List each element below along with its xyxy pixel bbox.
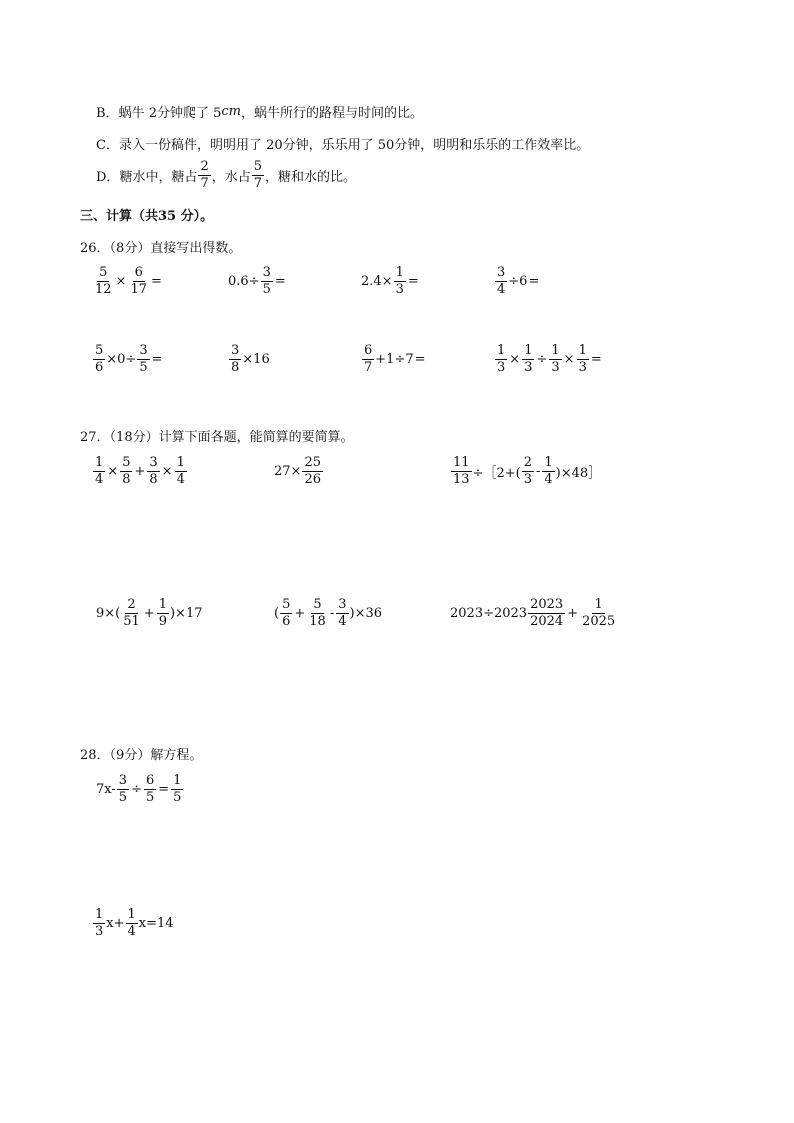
option-d-fraction-water	[252, 160, 264, 190]
fraction-denominator: 6	[95, 359, 104, 375]
fraction-denominator: 4	[176, 471, 185, 487]
operator: +	[134, 463, 146, 479]
fraction-numerator: 5	[313, 597, 322, 612]
equals-sign: =	[274, 273, 286, 289]
fraction-denominator: 5	[139, 359, 148, 375]
q27-expr-4	[96, 598, 203, 628]
expr-prefix: 7x-	[96, 781, 116, 797]
fraction	[93, 266, 114, 296]
fraction-denominator: 3	[395, 281, 404, 297]
fraction-numerator: 1	[544, 455, 553, 470]
operator: -	[329, 605, 335, 621]
fraction	[549, 344, 561, 374]
fraction-denominator: 7	[200, 175, 209, 191]
fraction	[362, 344, 374, 374]
fraction-numerator: 3	[231, 343, 240, 358]
q27-expr-1	[92, 456, 188, 486]
operator: ×	[115, 273, 127, 289]
fraction-numerator: 1	[127, 907, 136, 922]
fraction-denominator: 7	[253, 175, 263, 191]
fraction-numerator: 1	[497, 343, 506, 358]
option-b	[96, 102, 423, 121]
fraction-numerator: 3	[149, 455, 158, 470]
operator: +	[294, 605, 306, 621]
fraction	[336, 598, 348, 628]
equals-sign: =	[407, 273, 419, 289]
fraction	[495, 266, 507, 296]
fraction	[171, 774, 183, 804]
fraction-numerator: 2	[523, 455, 532, 470]
fraction-numerator: 6	[134, 265, 143, 280]
fraction-denominator: 5	[173, 789, 182, 805]
fraction	[528, 598, 565, 628]
fraction	[261, 266, 273, 296]
fraction-denominator: 18	[309, 613, 326, 629]
fraction-numerator: 2	[200, 159, 209, 174]
expr-prefix: 2023÷2023	[450, 605, 528, 621]
fraction	[93, 344, 105, 374]
equals-sign: =	[590, 351, 602, 367]
fraction-denominator: 12	[95, 281, 112, 297]
q26-expr-8	[494, 344, 603, 374]
fraction-numerator: 1	[524, 343, 533, 358]
fraction-numerator: 3	[139, 343, 148, 358]
fraction	[522, 456, 534, 486]
expr-suffix: x=14	[138, 915, 174, 931]
q26-expr-4	[494, 266, 540, 296]
q27-expr-3	[450, 456, 601, 486]
option-c-label: C．	[96, 138, 119, 153]
expr-middle: x+	[106, 915, 125, 931]
option-d-text-2: ，水占	[211, 169, 251, 185]
fraction	[280, 598, 292, 628]
option-c-text: 录入一份稿件，明明用了 20分钟，乐乐用了 50分钟，明明和乐乐的工作效率比。	[118, 138, 590, 153]
equals-sign: =	[151, 273, 162, 289]
fraction-numerator: 5	[99, 265, 108, 280]
expr-suffix: )×17	[169, 605, 203, 621]
option-b-text-1: 蜗牛 2分钟爬了 5	[118, 106, 222, 121]
fraction	[126, 908, 138, 938]
fraction-denominator: 5	[262, 281, 271, 297]
operator: ×	[107, 463, 119, 479]
option-b-unit: cm	[221, 104, 241, 119]
operator: ×	[563, 351, 575, 367]
fraction-numerator: 3	[338, 597, 347, 612]
fraction-denominator: 3	[523, 471, 532, 487]
q26-expr-2	[228, 266, 287, 296]
fraction-numerator: 6	[145, 773, 155, 788]
section-title: 三、计算（共35 分）。	[80, 209, 214, 224]
fraction-denominator: 3	[551, 359, 560, 375]
option-d-label: D．	[96, 169, 120, 185]
fraction-denominator: 6	[282, 613, 291, 629]
fraction	[120, 456, 132, 486]
fraction	[144, 774, 156, 804]
q26-expr-7	[361, 344, 427, 374]
operator: ÷	[131, 781, 142, 797]
q26-expr-6	[228, 344, 270, 374]
fraction-denominator: 7	[364, 359, 373, 375]
equals-sign: =	[158, 781, 170, 797]
fraction-numerator: 1	[594, 597, 603, 612]
option-b-text-2: ，蜗牛所行的路程与时间的比。	[240, 106, 423, 121]
fraction	[394, 266, 406, 296]
fraction-numerator: 5	[253, 159, 263, 174]
fraction-denominator: 4	[497, 281, 506, 297]
fraction-denominator: 9	[158, 613, 167, 629]
fraction-numerator: 3	[118, 773, 128, 788]
fraction-denominator: 13	[453, 471, 470, 487]
expr-prefix: 0.6÷	[228, 273, 260, 289]
fraction	[93, 908, 105, 938]
operator: ×	[509, 351, 521, 367]
fraction-numerator: 5	[282, 597, 291, 612]
fraction	[93, 456, 105, 486]
fraction-numerator: 5	[122, 455, 131, 470]
q26-expr-5	[92, 344, 164, 374]
fraction-numerator: 1	[578, 343, 587, 358]
fraction-denominator: 3	[524, 359, 533, 375]
fraction-denominator: 4	[338, 613, 347, 629]
operator: +	[567, 605, 579, 621]
fraction-numerator: 1	[176, 455, 185, 470]
operator: ×	[161, 463, 173, 479]
fraction	[542, 456, 554, 486]
q27-expr-5	[274, 598, 382, 628]
q28-heading: 28．（9分）解方程。	[80, 748, 203, 763]
fraction-denominator: 8	[231, 359, 240, 375]
expr-suffix: ×16	[242, 351, 270, 367]
fraction-denominator: 26	[304, 471, 321, 487]
fraction	[117, 774, 129, 804]
equals-sign: =	[151, 351, 163, 367]
expr-prefix: (	[274, 605, 280, 621]
fraction-numerator: 1	[95, 455, 104, 470]
fraction	[157, 598, 169, 628]
fraction-denominator: 2025	[582, 613, 616, 629]
fraction-denominator: 51	[123, 613, 140, 629]
fraction-numerator: 1	[551, 343, 560, 358]
fraction-denominator: 5	[145, 789, 155, 805]
expr-prefix: 27×	[274, 463, 302, 479]
fraction	[302, 456, 323, 486]
equals-sign: =	[414, 351, 426, 367]
fraction-denominator: 5	[118, 789, 128, 805]
fraction	[229, 344, 241, 374]
fraction-numerator: 3	[497, 265, 506, 280]
fraction-denominator: 2024	[530, 613, 564, 629]
expr-middle: ÷［2+(	[472, 465, 521, 481]
fraction	[147, 456, 159, 486]
fraction-numerator: 2	[127, 597, 136, 612]
fraction-numerator: 5	[95, 343, 104, 358]
q26-expr-1	[92, 266, 163, 296]
fraction-numerator: 6	[364, 343, 373, 358]
fraction	[495, 344, 507, 374]
option-d-text-1: 糖水中，糖占	[119, 169, 198, 185]
option-d	[96, 160, 356, 190]
expr-suffix: )×48］	[555, 465, 602, 481]
q28-equation-2	[92, 908, 174, 938]
fraction-numerator: 25	[304, 455, 321, 470]
fraction-numerator: 1	[158, 597, 167, 612]
fraction	[307, 598, 328, 628]
fraction	[121, 598, 142, 628]
equals-sign: =	[528, 273, 540, 289]
q27-expr-2	[274, 456, 324, 486]
fraction-denominator: 4	[127, 923, 136, 939]
expr-suffix: ÷6	[508, 273, 528, 289]
q27-expr-6	[450, 598, 618, 628]
fraction-denominator: 4	[95, 471, 104, 487]
fraction	[451, 456, 472, 486]
expr-middle: ×0÷	[106, 351, 137, 367]
fraction	[175, 456, 187, 486]
fraction-denominator: 3	[578, 359, 587, 375]
q26-expr-3	[361, 266, 420, 296]
option-d-text-3: ，糖和水的比。	[265, 169, 357, 185]
fraction-numerator: 1	[173, 773, 182, 788]
expr-suffix: )×36	[349, 605, 383, 621]
fraction-denominator: 8	[122, 471, 131, 487]
fraction-numerator: 11	[453, 455, 470, 470]
option-d-fraction-sugar	[198, 160, 210, 190]
expr-prefix: 2.4×	[361, 273, 393, 289]
fraction	[128, 266, 149, 296]
fraction-denominator: 3	[95, 923, 104, 939]
fraction-numerator: 1	[395, 265, 404, 280]
fraction	[522, 344, 534, 374]
option-b-label: B．	[96, 106, 119, 121]
q27-heading: 27．（18分）计算下面各题，能简算的要简算。	[80, 430, 354, 445]
operator: ÷	[536, 351, 548, 367]
fraction	[577, 344, 589, 374]
operator: -	[535, 463, 541, 479]
fraction-denominator: 17	[130, 281, 147, 297]
operator: +	[143, 605, 155, 621]
q28-equation-1	[96, 774, 184, 804]
fraction-denominator: 8	[149, 471, 158, 487]
fraction-denominator: 3	[497, 359, 506, 375]
fraction-denominator: 4	[544, 471, 553, 487]
fraction-numerator: 1	[95, 907, 104, 922]
expr-suffix: +1÷7	[375, 351, 414, 367]
fraction	[137, 344, 149, 374]
q26-heading: 26．（8分）直接写出得数。	[80, 241, 242, 256]
fraction	[580, 598, 617, 628]
option-c	[96, 134, 589, 153]
expr-prefix: 9×(	[96, 605, 121, 621]
fraction-numerator: 3	[262, 265, 271, 280]
fraction-numerator: 2023	[530, 597, 564, 612]
